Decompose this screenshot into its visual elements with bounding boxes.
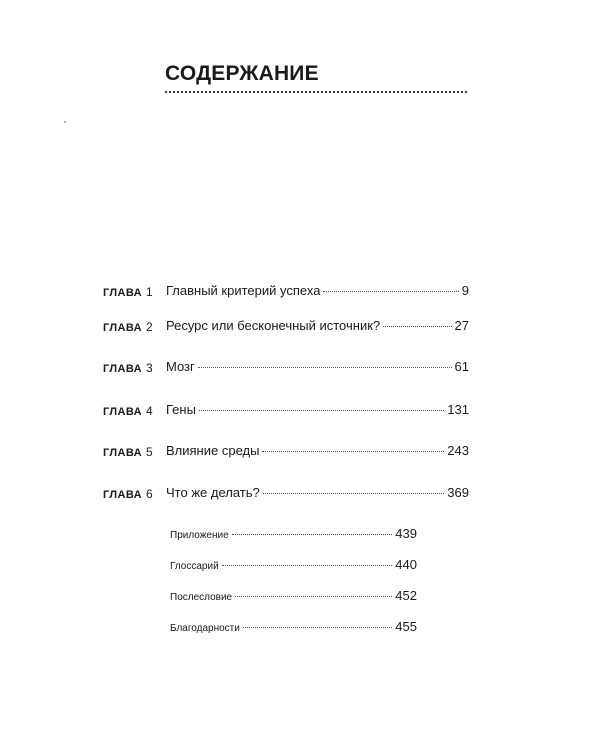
appendix-page-number: 440 [395,557,417,572]
toc-appendix-item[interactable] [170,557,417,572]
chapter-page-number: 27 [454,318,469,333]
page-title: СОДЕРЖАНИЕ [165,62,319,85]
print-speck [64,121,66,123]
toc-appendix-item[interactable] [170,526,417,541]
toc-appendix-item[interactable] [170,588,417,603]
appendix-page-number: 455 [395,619,417,634]
chapter-label: ГЛАВА 1 [103,285,154,299]
chapter-title: Ресурс или бесконечный источник? [166,318,381,333]
toc-chapter-1[interactable] [0,283,600,303]
title-dotted-rule [165,91,467,93]
chapter-label: ГЛАВА 5 [103,445,154,459]
appendix-title: Благодарности [170,623,240,634]
chapter-page-number: 61 [454,359,469,374]
chapter-page-number: 369 [447,485,469,500]
dot-leader [232,534,393,535]
chapter-label: ГЛАВА 4 [103,404,154,418]
appendix-page-number: 452 [395,588,417,603]
dot-leader [198,367,452,368]
dot-leader [243,627,392,628]
toc-chapter-4[interactable] [0,402,600,422]
dot-leader [199,410,444,411]
chapter-label: ГЛАВА 6 [103,487,154,501]
chapter-title: Главный критерий успеха [166,283,321,298]
toc-appendix-item[interactable] [170,619,417,634]
appendix-title: Послесловие [170,592,233,603]
dot-leader [383,326,451,327]
dot-leader [262,451,444,452]
chapter-page-number: 131 [447,402,469,417]
chapter-page-number: 9 [461,283,469,298]
dot-leader [323,291,458,292]
chapter-title: Влияние среды [166,443,260,458]
dot-leader [235,596,392,597]
toc-chapter-3[interactable] [0,359,600,379]
chapter-label: ГЛАВА 2 [103,320,154,334]
toc-chapter-6[interactable] [0,485,600,505]
chapter-label: ГЛАВА 3 [103,361,154,375]
toc-chapter-2[interactable] [0,318,600,338]
dot-leader [222,565,393,566]
dot-leader [263,493,445,494]
appendix-title: Глоссарий [170,561,219,572]
chapter-page-number: 243 [447,443,469,458]
chapter-title: Что же делать? [166,485,260,500]
appendix-page-number: 439 [395,526,417,541]
chapter-title: Гены [166,402,196,417]
appendix-title: Приложение [170,530,229,541]
toc-chapter-5[interactable] [0,443,600,463]
chapter-title: Мозг [166,359,195,374]
